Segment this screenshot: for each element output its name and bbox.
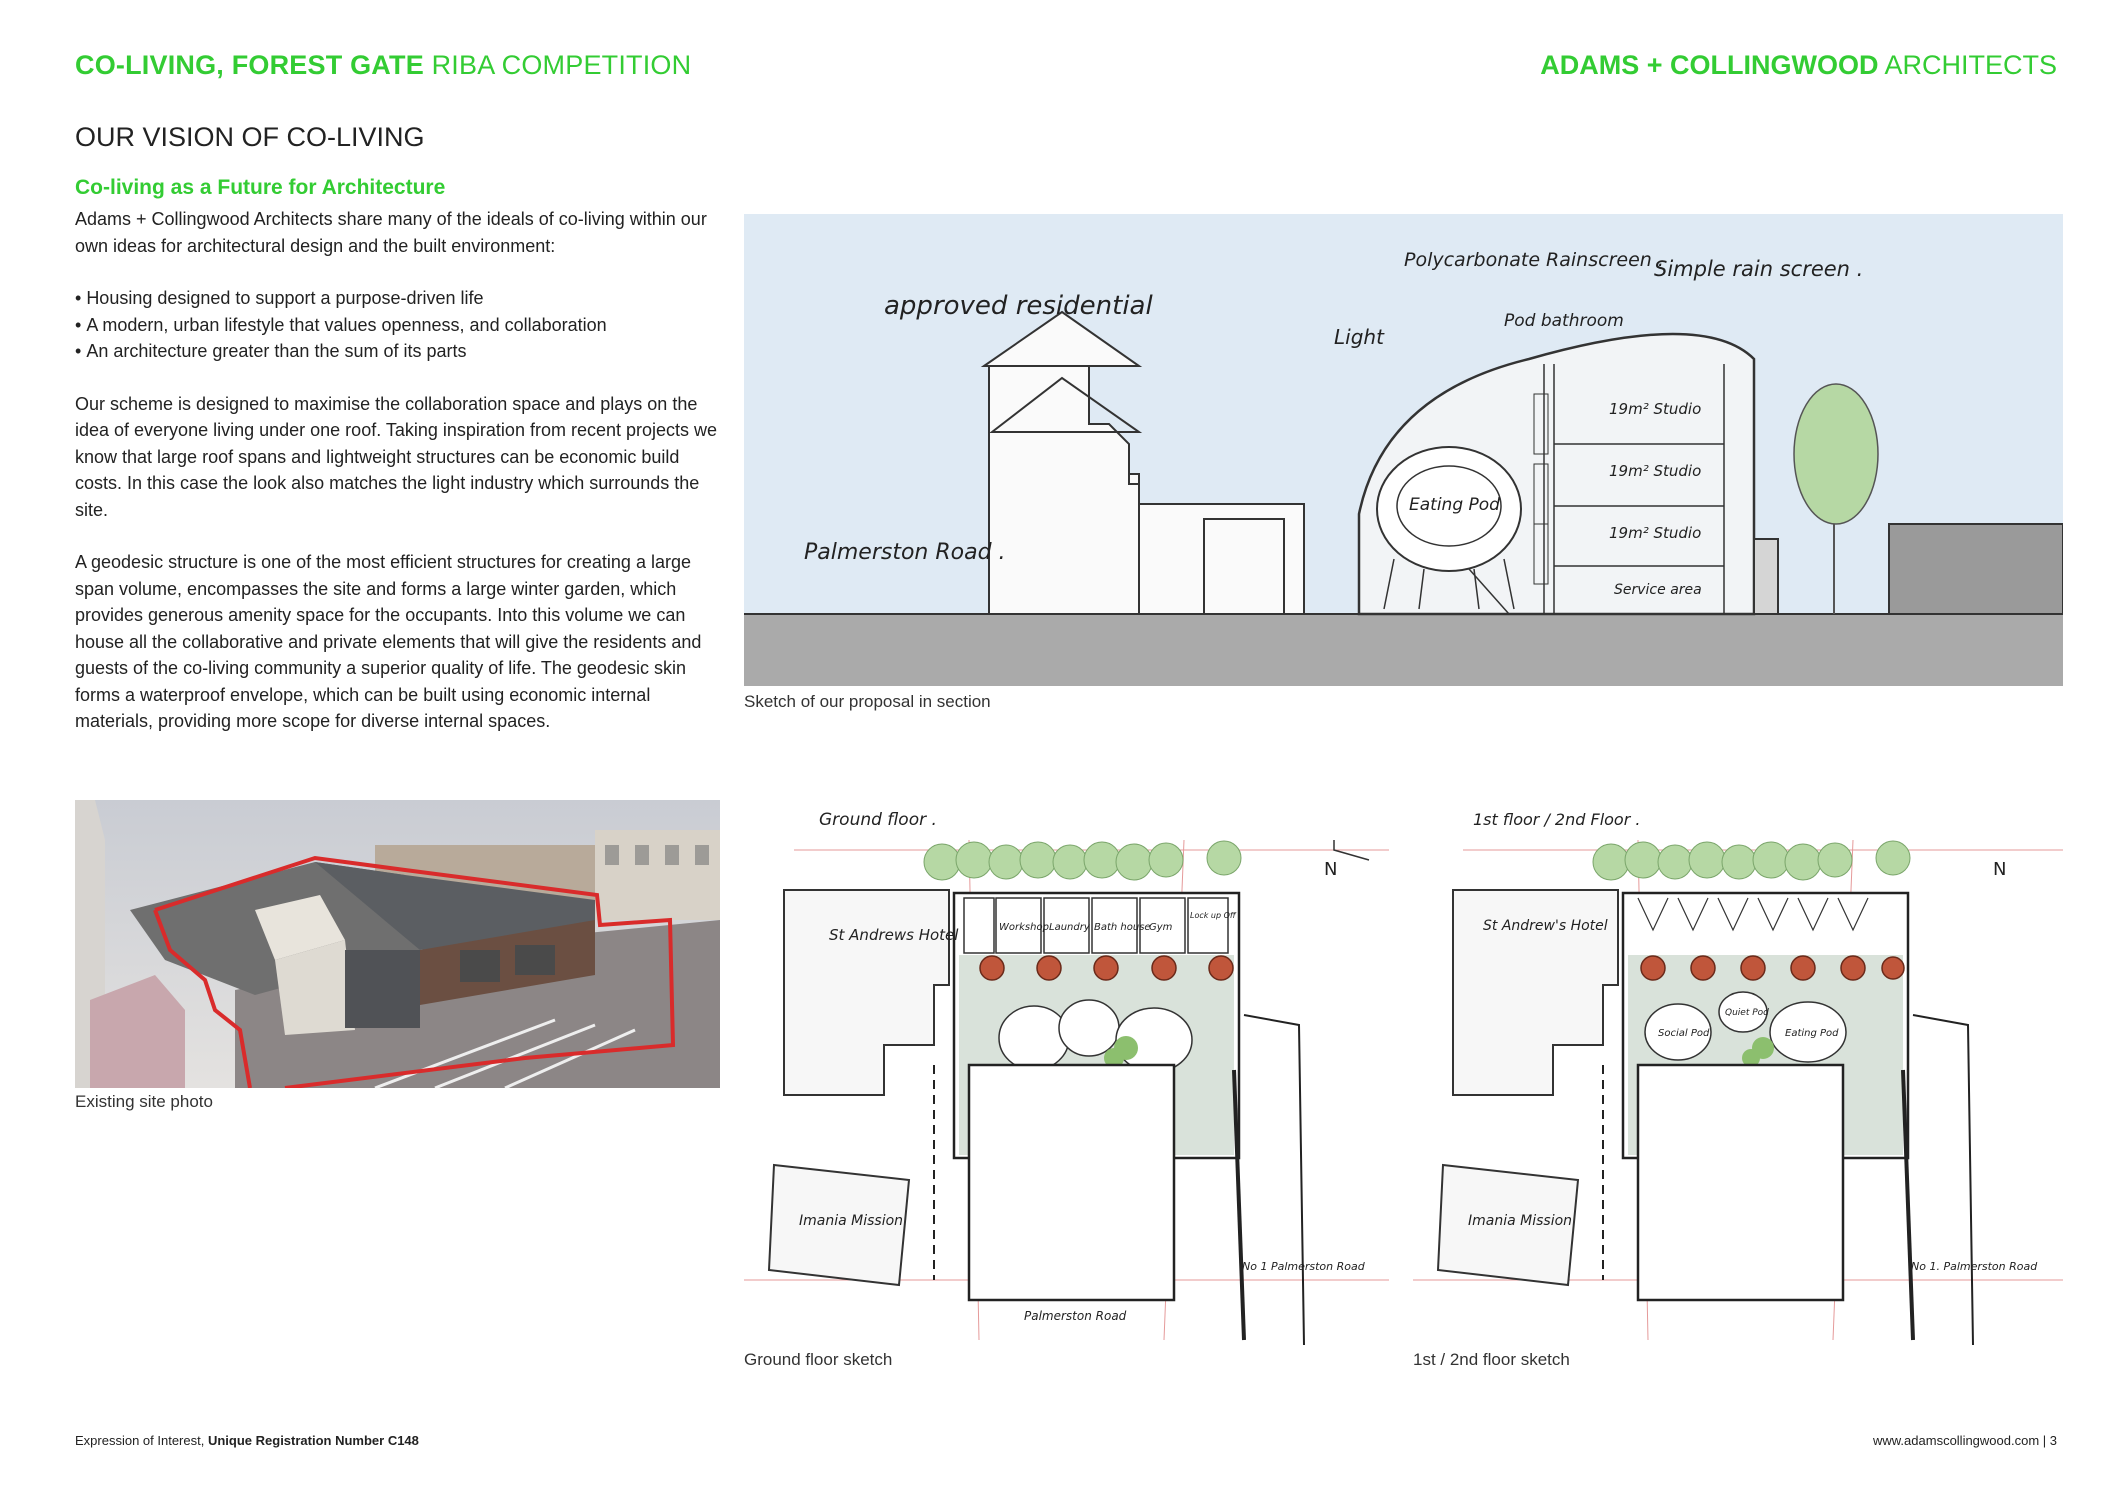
body-text bbox=[75, 206, 725, 761]
gf-gym: Gym bbox=[1149, 922, 1173, 933]
footer-website: www.adamscollingwood.com | 3 bbox=[1872, 1433, 2057, 1448]
label-studio-1: 19m² Studio bbox=[1609, 400, 1702, 418]
gf-laundry: Laundry bbox=[1049, 922, 1090, 933]
gf-lockup: Lock up Off bbox=[1190, 911, 1236, 920]
header-firm-regular: ARCHITECTS bbox=[1884, 50, 2057, 80]
site-photo bbox=[75, 800, 720, 1088]
section-caption: Sketch of our proposal in section bbox=[744, 692, 991, 711]
uf-social: Social Pod bbox=[1658, 1028, 1710, 1039]
label-approved: approved residential bbox=[884, 291, 1153, 321]
ideals-list bbox=[75, 285, 725, 365]
label-pod-bathroom: Pod bathroom bbox=[1504, 311, 1624, 331]
ground-band bbox=[744, 614, 2063, 686]
header-firm-name bbox=[1540, 50, 2057, 81]
label-studio-3: 19m² Studio bbox=[1609, 524, 1702, 542]
header-competition: RIBA COMPETITION bbox=[431, 50, 692, 80]
label-light: Light bbox=[1334, 325, 1384, 349]
section-subheading: Co-living as a Future for Architecture bbox=[75, 176, 446, 199]
footer-registration-number: Unique Registration Number C148 bbox=[207, 1433, 419, 1448]
upper-floor-sketch bbox=[1413, 800, 2063, 1345]
label-service: Service area bbox=[1614, 582, 1702, 598]
label-polycarbonate: Polycarbonate Rainscreen . bbox=[1404, 249, 1664, 271]
uf-mission: Imania Mission bbox=[1468, 1213, 1573, 1229]
gf-mission: Imania Mission bbox=[799, 1213, 904, 1229]
header-project-title bbox=[75, 50, 691, 81]
intro-paragraph: Adams + Collingwood Architects share many of the ideals of co-living within our own ideas for architectural design and the built environment: bbox=[75, 209, 707, 256]
geodesic-paragraph: A geodesic structure is one of the most efficient structures for creating a large span volume, encompasses the site and forms a large winter garden, which provides generous amenity space for the occupants. Into this volume we can house all the collaborative and private elements that will give the residents and guests of the co-living community a superior quality of life. The geodesic skin forms a waterproof envelope, which can be built using economic internal materials, providing more scope for diverse internal spaces. bbox=[75, 552, 702, 731]
ground-floor-sketch bbox=[744, 800, 1389, 1345]
list-item: • A modern, urban lifestyle that values openness, and collaboration bbox=[75, 312, 725, 339]
list-item: • An architecture greater than the sum of its parts bbox=[75, 338, 725, 365]
label-road: Palmerston Road . bbox=[804, 540, 1006, 565]
header-firm-bold: ADAMS + COLLINGWOOD bbox=[1540, 50, 1879, 80]
page-title: OUR VISION OF CO-LIVING bbox=[75, 122, 425, 152]
label-eating-pod: Eating Pod bbox=[1409, 495, 1500, 515]
gf-no1: No 1 Palmerston Road bbox=[1242, 1260, 1365, 1273]
uf-hotel: St Andrew's Hotel bbox=[1483, 918, 1608, 934]
site-photo-caption: Existing site photo bbox=[75, 1092, 213, 1111]
gf-road: Palmerston Road bbox=[1024, 1309, 1127, 1323]
label-studio-2: 19m² Studio bbox=[1609, 462, 1702, 480]
gf-workshop: Workshop bbox=[999, 922, 1049, 933]
ground-floor-caption: Ground floor sketch bbox=[744, 1350, 893, 1369]
gf-title: Ground floor . bbox=[819, 810, 937, 830]
label-simple-rain: Simple rain screen . bbox=[1654, 257, 1864, 281]
header-project-name: CO-LIVING, FOREST GATE bbox=[75, 50, 424, 80]
scheme-paragraph: Our scheme is designed to maximise the collaboration space and plays on the idea of everyone living under one roof. Taking inspiration from recent projects we know that large roof spans and lightweight structures can be economic build costs. In this case the look also matches the light industry which surrounds the site. bbox=[75, 393, 718, 520]
north-arrow: N bbox=[1993, 859, 2007, 880]
uf-eating: Eating Pod bbox=[1785, 1028, 1839, 1039]
upper-floor-caption: 1st / 2nd floor sketch bbox=[1413, 1350, 1570, 1369]
gf-hotel: St Andrews Hotel bbox=[829, 926, 959, 944]
footer-eoi: Expression of Interest, bbox=[75, 1433, 205, 1448]
north-arrow: N bbox=[1324, 859, 1338, 880]
list-item: • Housing designed to support a purpose-driven life bbox=[75, 285, 725, 312]
section-sketch bbox=[744, 214, 2063, 686]
uf-no1: No 1. Palmerston Road bbox=[1911, 1260, 2038, 1273]
gf-bathhouse: Bath house bbox=[1094, 922, 1151, 933]
uf-title: 1st floor / 2nd Floor . bbox=[1473, 810, 1641, 829]
footer-registration bbox=[75, 1433, 419, 1448]
uf-quiet: Quiet Pod bbox=[1725, 1008, 1769, 1018]
